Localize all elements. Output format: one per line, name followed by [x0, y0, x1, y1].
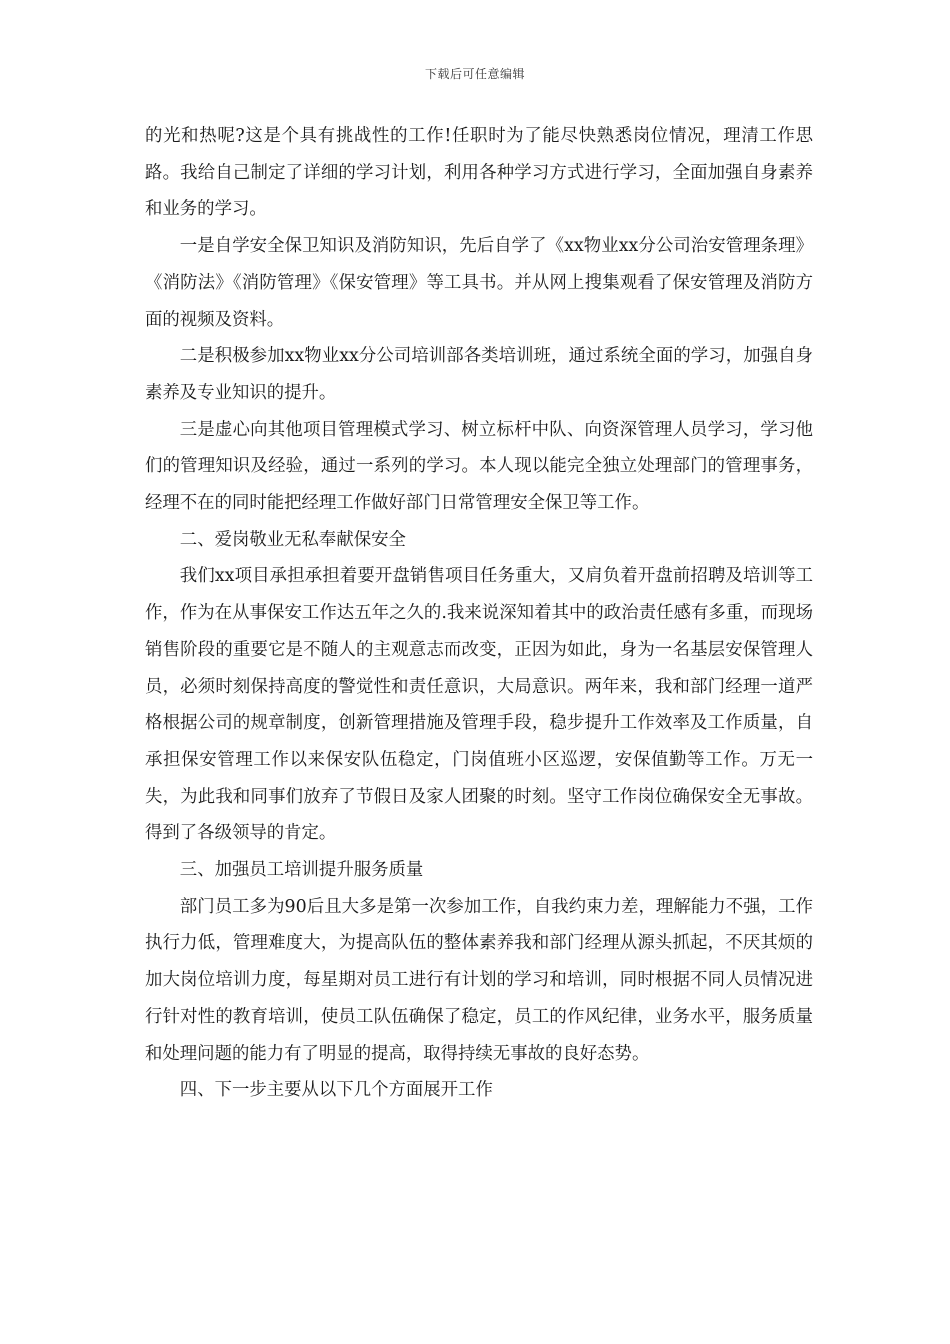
paragraph-continuation: 的光和热呢?这是个具有挑战性的工作!任职时为了能尽快熟悉岗位情况，理清工作思路。我给自己制定了详细的学习计划，利用各种学习方式进行学习，全面加强自身素养和业务的学习。	[145, 126, 813, 220]
paragraph-staff-training: 部门员工多为90后且大多是第一次参加工作，自我约束力差，理解能力不强，工作执行力低，管理难度大，为提高队伍的整体素养我和部门经理从源头抓起，不厌其烦的加大岗位培训力度，每星期对员工进行有计划的学习和培训，同时根据不同人员情况进行针对性的教育培训，使员工队伍确保了稳定，员工的作风纪律，业务水平，服务质量和处理问题的能力有了明显的提高，取得持续无事故的良好态势。	[145, 896, 813, 1064]
paragraph-dedication: 我们xx项目承担承担着要开盘销售项目任务重大，又肩负着开盘前招聘及培训等工作，作为在从事保安工作达五年之久的.我来说深知着其中的政治责任感有多重，而现场销售阶段的重要它是不随人的主观意志而改变，正因为如此，身为一名基层安保管理人员，必须时刻保持高度的警觉性和责任意识，大局意识。两年来，我和部门经理一道严格根据公司的规章制度，创新管理措施及管理手段，稳步提升工作效率及工作质量，自承担保安管理工作以来保安队伍稳定，门岗值班小区巡逻，安保值勤等工作。万无一失，为此我和同事们放弃了节假日及家人团聚的时刻。坚守工作岗位确保安全无事故。得到了各级领导的肯定。	[145, 566, 813, 844]
paragraph-self-study: 一是自学安全保卫知识及消防知识，先后自学了《xx物业xx分公司治安管理条理》《消防法》《消防管理》《保安管理》等工具书。并从网上搜集观看了保安管理及消防方面的视频及资料。	[145, 236, 813, 330]
section-heading-4: 四、下一步主要从以下几个方面展开工作	[179, 1080, 493, 1101]
paragraph-learning: 三是虚心向其他项目管理模式学习、树立标杆中队、向资深管理人员学习，学习他们的管理知识及经验，通过一系列的学习。本人现以能完全独立处理部门的管理事务，经理不在的同时能把经理工作做好部门日常管理安全保卫等工作。	[145, 419, 813, 514]
section-heading-3: 三、加强员工培训提升服务质量	[179, 860, 424, 881]
document-body	[145, 118, 813, 1109]
section-heading-2: 二、爱岗敬业无私奉献保安全	[179, 529, 406, 550]
page-header: 下载后可任意编辑	[424, 67, 525, 81]
paragraph-training: 二是积极参加xx物业xx分公司培训部各类培训班，通过系统全面的学习，加强自身素养及专业知识的提升。	[145, 346, 813, 403]
